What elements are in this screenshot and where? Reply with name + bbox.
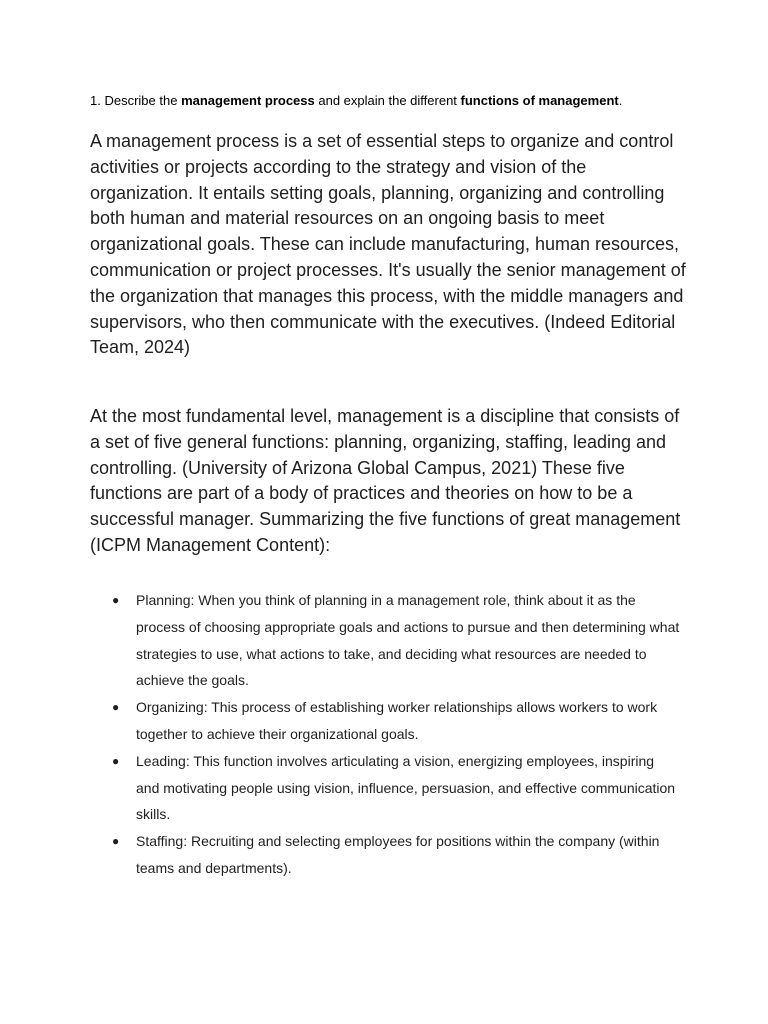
bullet-icon: ● [112,700,120,715]
paragraph-management-process: A management process is a set of essential steps to organize and control activities or projects according to the strategy and vision of the organization. It entails setting goals, planning, organizing and controlling both human and material resources on an ongoing basis to meet organizational goals. These can include manufacturing, human resources, communication or project processes. It's usually the senior management of the organization that manages this process, with the middle managers and supervisors, who then communicate with the executives. (Indeed Editorial Team, 2024) [90,131,686,358]
functions-bullet-list [110,587,680,882]
question-heading [90,92,690,110]
question-period: . [618,93,623,108]
list-item-text: Organizing: This process of establishing worker relationships allows workers to work together to achieve their organizational goals. [136,699,658,742]
question-number: 1. [90,93,101,108]
list-item-text: Staffing: Recruiting and selecting employees for positions within the company (within teams and departments). [136,833,660,876]
list-item-organizing [110,694,680,748]
list-item-text: Planning: When you think of planning in a management role, think about it as the process of choosing appropriate goals and actions to pursue and then determining what strategies to use, what actions to take, and deciding what resources are needed to achieve the goals. [136,592,680,689]
question-bold-management-process: management process [181,93,315,108]
question-text-1: Describe the [104,93,178,108]
list-item-planning [110,587,680,694]
bullet-icon: ● [112,834,120,849]
bullet-icon: ● [112,593,120,607]
list-item-text: Leading: This function involves articulating a vision, energizing employees, inspiring and motivating people using vision, influence, persuasion, and effective communication skills. [136,752,676,823]
list-item-leading [110,748,680,828]
question-text-2: and explain the different [318,93,457,108]
question-bold-functions: functions of management [460,93,619,108]
paragraph-five-functions: At the most fundamental level, management is a discipline that consists of a set of five general functions: planning, organizing, staffing, leading and controlling. (University of Arizona Global Campus, 2021) These five functions are part of a body of practices and theories on how to be a successful manager. Summarizing the five functions of great management (ICPM Management Content): [90,406,681,555]
list-item-staffing [110,828,680,882]
bullet-icon: ● [112,753,120,768]
